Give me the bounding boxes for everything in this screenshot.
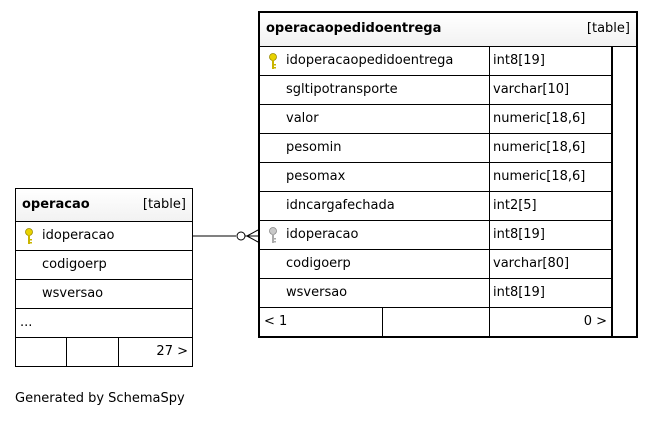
table-name: operacaopedidoentrega [266,21,442,36]
column-type: varchar[80] [490,250,612,278]
primary-key-icon [25,228,33,245]
table-footer [16,338,192,366]
crows-foot-line-bottom [247,236,258,242]
right-side-strip [612,46,636,336]
table-operacaopedidoentrega[interactable] [258,11,638,338]
column-row [260,76,613,105]
column-row [16,280,192,309]
parents-count [16,338,67,366]
column-name: wsversao [42,286,104,301]
foreign-key-icon [269,227,277,244]
table-footer [260,308,613,336]
column-type: varchar[10] [490,76,612,104]
column-name: idoperacao [286,227,359,242]
column-type: int2[5] [490,192,612,220]
column-name: idncargafechada [260,192,490,220]
column-row [260,134,613,163]
column-row [260,250,613,279]
column-type: int8[19] [490,221,612,249]
footer-middle-cell [383,308,490,336]
footer-middle-cell [67,338,119,366]
column-row [260,163,613,192]
more-columns-ellipsis: ... [20,315,33,330]
primary-key-icon [269,53,277,70]
more-columns-row [16,309,192,338]
column-type: numeric[18,6] [490,163,612,191]
column-type: int8[19] [490,279,612,307]
table-header [16,189,192,222]
parents-count[interactable]: < 1 [260,308,383,336]
column-name: codigoerp [42,257,107,272]
table-kind-label: [table] [586,21,630,36]
column-name: valor [260,105,490,133]
column-name: idoperacao [42,228,115,243]
column-name: wsversao [260,279,490,307]
children-count[interactable]: 27 > [156,344,188,359]
column-name: pesomax [260,163,490,191]
column-name: idoperacaopedidoentrega [286,53,454,68]
column-row [260,105,613,134]
column-row [16,251,192,280]
table-name: operacao [22,197,90,212]
column-row [16,222,192,251]
column-type: numeric[18,6] [490,134,612,162]
column-row [260,47,613,76]
column-row [260,221,613,250]
generated-by-credit: Generated by SchemaSpy [15,391,185,406]
table-kind-label: [table] [142,197,186,212]
crows-foot-line-top [247,230,258,236]
column-type: numeric[18,6] [490,105,612,133]
zero-optional-marker [237,232,245,240]
table-operacao[interactable] [15,188,193,367]
column-type: int8[19] [490,47,612,75]
column-name: pesomin [260,134,490,162]
column-name: codigoerp [260,250,490,278]
column-row [260,279,613,308]
children-count[interactable]: 0 > [490,308,612,336]
table-header [260,13,636,47]
column-name: sgltipotransporte [260,76,490,104]
column-row [260,192,613,221]
